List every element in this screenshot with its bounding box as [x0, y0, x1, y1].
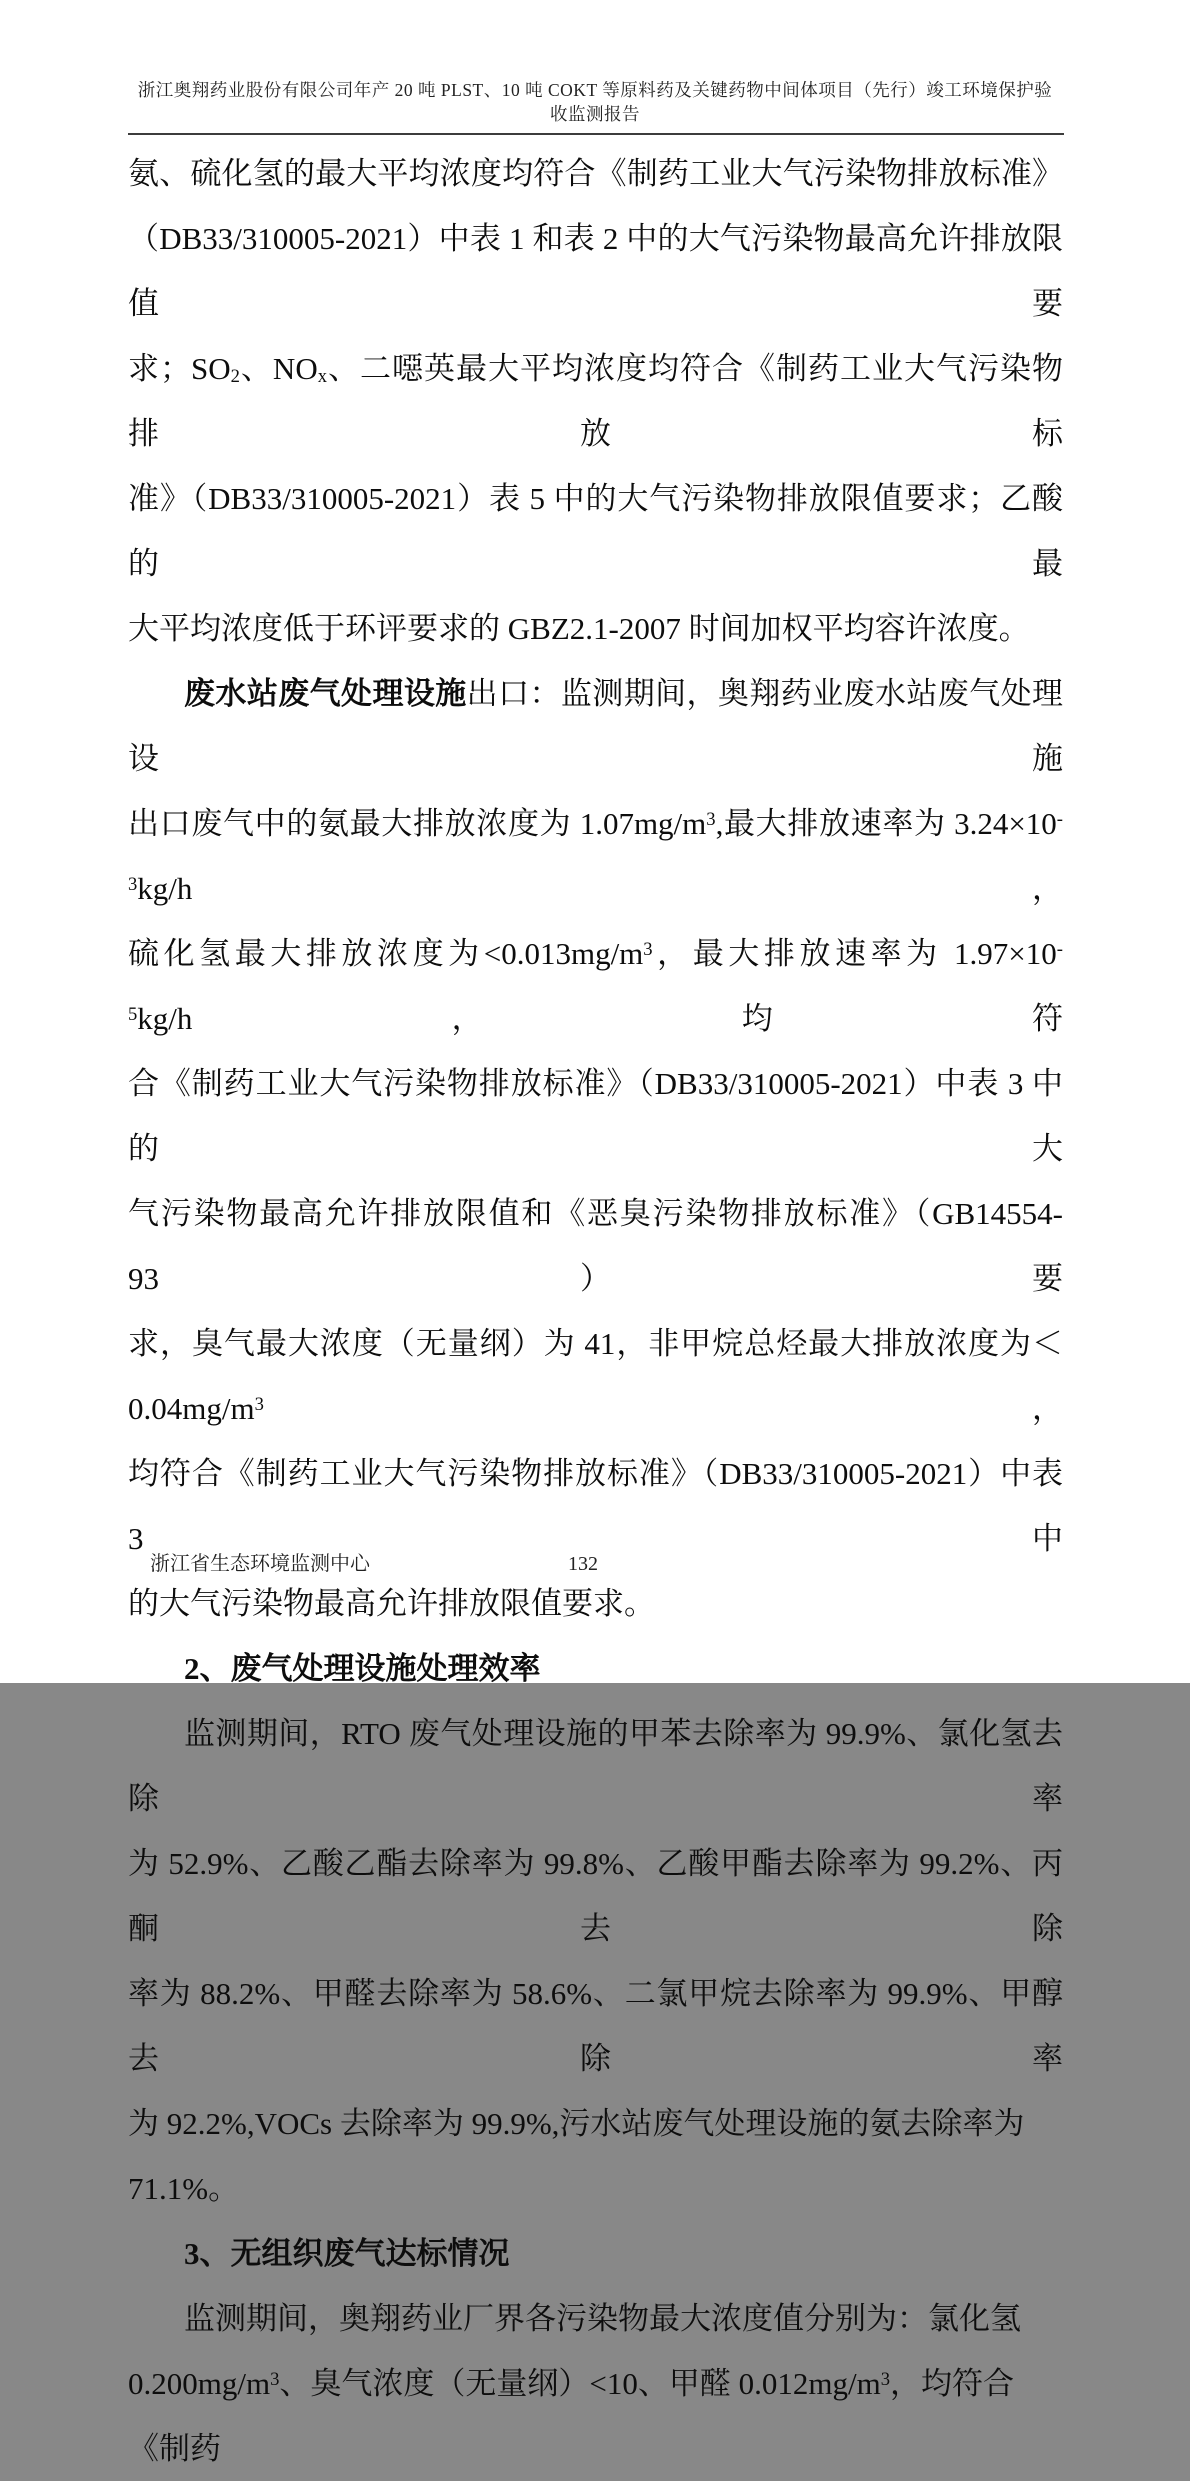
footer-organization: 浙江省生态环境监测中心 [150, 1553, 370, 1575]
text-run: 硫化氢最大排放浓度为<0.013mg/m [128, 936, 644, 971]
text-run: 合《制药工业大气污染物排放标准》（DB33/310005-2021）中表 3 中的大 [128, 1066, 1063, 1166]
document-body [128, 141, 1063, 2481]
page-footer [128, 1550, 1063, 1578]
text-run: 出口废气中的氨最大排放浓度为 1.07mg/m [128, 806, 707, 841]
text-run: kg/h， [137, 871, 1063, 906]
text-run: 氨、硫化氢的最大平均浓度均符合《制药工业大气污染物排放标准》 [128, 156, 1063, 191]
text-run: 监测期间，奥翔药业厂界各污染物最大浓度值分别为：氯化氢 [184, 2301, 1021, 2336]
superscript-text: 3 [254, 1394, 264, 1416]
text-run: 率为 88.2%、甲醛去除率为 58.6%、二氯甲烷去除率为 99.9%、甲醇去除率 [128, 1976, 1063, 2076]
superscript-text: 3 [643, 939, 653, 961]
text-line [128, 336, 1063, 466]
text-run: 的大气污染物最高允许排放限值要求。 [128, 1586, 655, 1621]
text-run: （DB33/310005-2021）中表 1 和表 2 中的大气污染物最高允许排放限值要 [128, 221, 1063, 321]
text-line [128, 596, 1063, 661]
superscript-text: 3 [706, 809, 716, 831]
text-line [128, 1961, 1063, 2091]
superscript-text: 3 [270, 2369, 280, 2391]
section-heading [128, 1636, 1063, 1701]
text-run: 3、无组织废气达标情况 [184, 2236, 510, 2271]
text-run: 气污染物最高允许排放限值和《恶臭污染物排放标准》（GB14554-93）要 [128, 1196, 1063, 1296]
text-line [128, 2351, 1063, 2481]
text-line [128, 1831, 1063, 1961]
text-line [128, 661, 1063, 791]
paragraph [128, 1701, 1063, 2221]
text-run: 大平均浓度低于环评要求的 GBZ2.1-2007 时间加权平均容许浓度。 [128, 611, 1030, 646]
text-line [128, 466, 1063, 596]
text-run: 求；SO [128, 351, 231, 386]
text-run: ,最大排放速率为 3.24×10 [715, 806, 1057, 841]
superscript-text: -3 [128, 809, 1063, 896]
text-line [128, 921, 1063, 1051]
text-run: 为 92.2%,VOCs 去除率为 99.9%,污水站废气处理设施的氨去除率为 71.1%。 [128, 2106, 1025, 2206]
section-heading [128, 2221, 1063, 2286]
text-line [128, 2091, 1063, 2221]
text-run: 、NO [239, 351, 318, 386]
superscript-text: -5 [128, 939, 1063, 1026]
text-line [128, 1636, 1063, 1701]
text-line [128, 141, 1063, 206]
text-run: 监测期间，RTO 废气处理设施的甲苯去除率为 99.9%、氯化氢去除率 [128, 1716, 1063, 1816]
header-rule [128, 133, 1064, 135]
text-line [128, 206, 1063, 336]
paragraph [128, 141, 1063, 661]
text-run: 2、废气处理设施处理效率 [184, 1651, 541, 1686]
header-title-line1: 浙江奥翔药业股份有限公司年产 20 吨 PLST、10 吨 COKT 等原料药及关键药物中间体项目（先行）竣工环境保护验 [137, 80, 1053, 100]
page-header [110, 78, 1080, 126]
superscript-text: 3 [880, 2369, 891, 2391]
text-line [128, 2221, 1063, 2286]
text-line [128, 1311, 1063, 1441]
text-run: ， [263, 1391, 1063, 1426]
text-line [128, 1701, 1063, 1831]
text-run: 0.200mg/m [128, 2366, 271, 2401]
text-line [128, 1051, 1063, 1181]
text-run: 均符合《制药工业大气污染物排放标准》（DB33/310005-2021）中表 3 中 [128, 1456, 1063, 1556]
text-line [128, 791, 1063, 921]
paragraph [128, 2286, 1063, 2481]
text-run: 、臭气浓度（无量纲）<10、甲醛 0.012mg/m [279, 2366, 881, 2401]
footer-page-number: 132 [568, 1553, 598, 1575]
text-line [128, 1181, 1063, 1311]
text-run: 、二噁英最大平均浓度均符合《制药工业大气污染物排放标 [128, 351, 1063, 451]
text-run: 废水站废气处理设施 [184, 676, 467, 711]
text-run: ，均符合《制药 [128, 2366, 1015, 2466]
subscript-text: x [317, 366, 328, 388]
text-run: 为 52.9%、乙酸乙酯去除率为 99.8%、乙酸甲酯去除率为 99.2%、丙酮去除 [128, 1846, 1063, 1946]
text-run: ，最大排放速率为 1.97×10 [652, 936, 1057, 971]
subscript-text: 2 [230, 366, 240, 388]
text-run: 出口：监测期间，奥翔药业废水站废气处理设施 [128, 676, 1064, 776]
paragraph [128, 661, 1063, 1636]
text-line [128, 2286, 1063, 2351]
text-line [128, 1571, 1063, 1636]
text-run: 求，臭气最大浓度（无量纲）为 41，非甲烷总烃最大排放浓度为＜0.04mg/m [128, 1326, 1063, 1426]
text-run: kg/h，均符 [137, 1001, 1063, 1036]
text-run: 准》（DB33/310005-2021）表 5 中的大气污染物排放限值要求；乙酸的最 [128, 481, 1063, 581]
header-title-line2: 收监测报告 [550, 104, 640, 124]
